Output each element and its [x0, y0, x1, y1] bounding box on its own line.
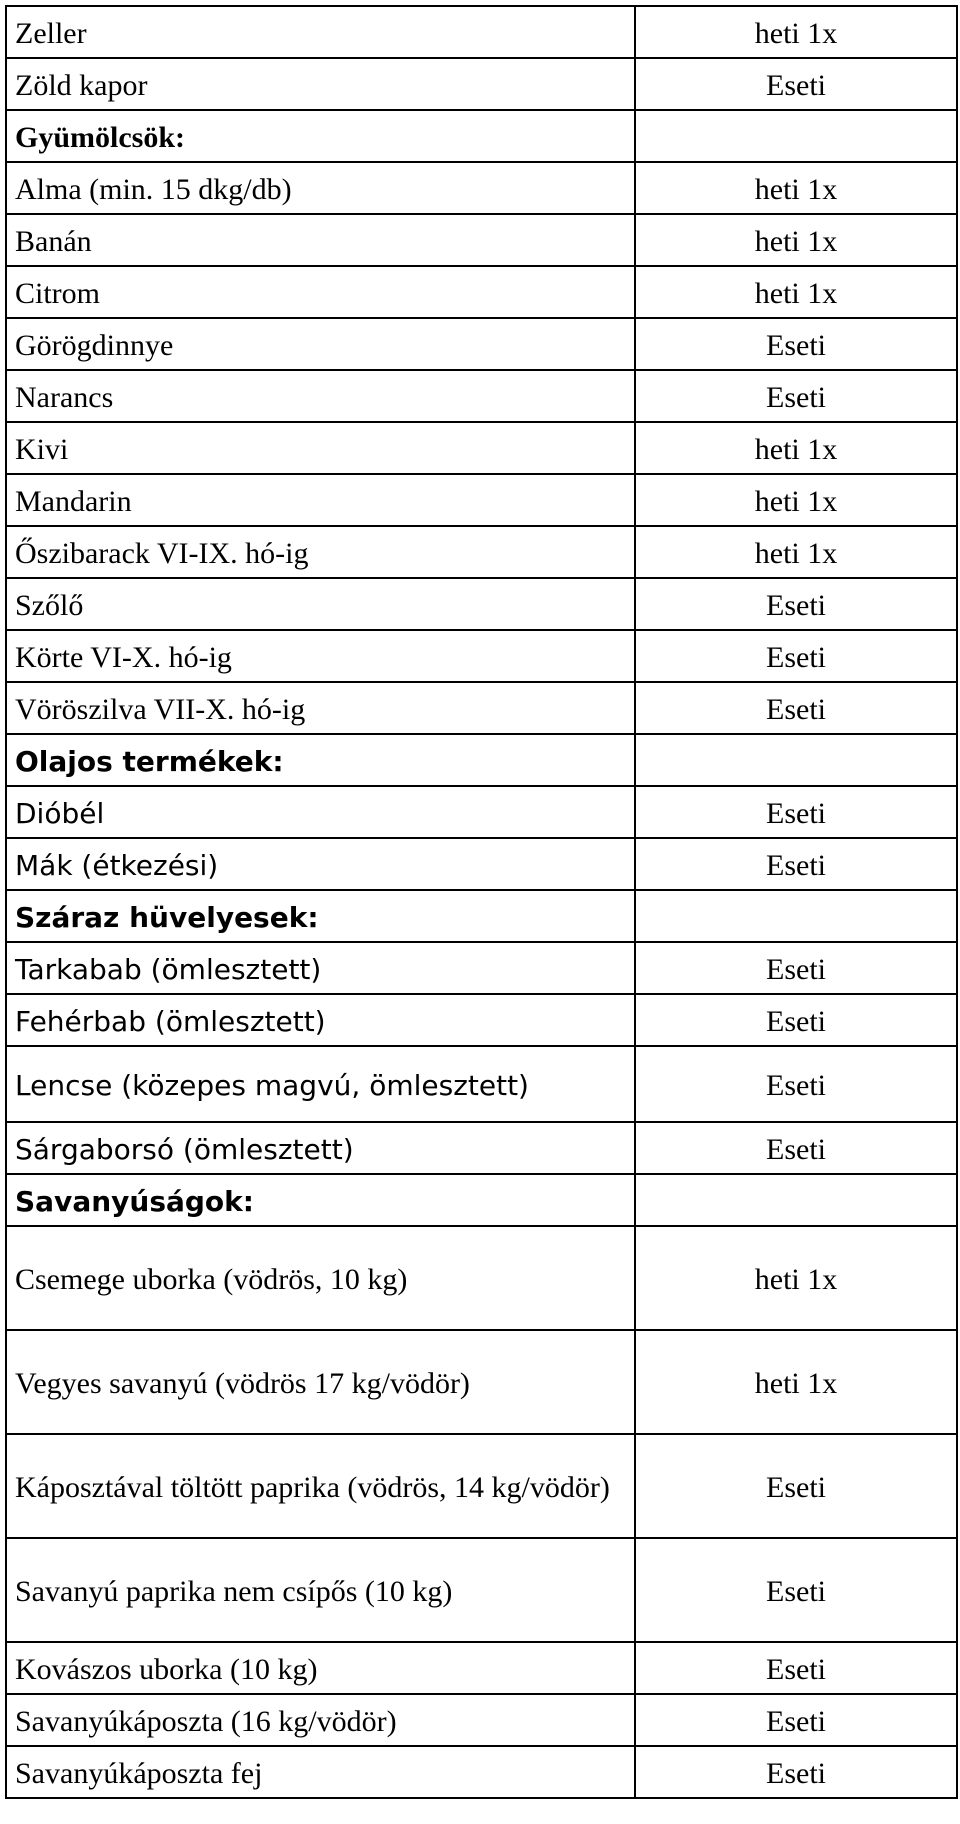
- table-row: [6, 994, 957, 1046]
- product-name: Banán: [6, 214, 635, 266]
- product-name: Mandarin: [6, 474, 635, 526]
- product-name: Savanyúkáposzta fej: [6, 1746, 635, 1798]
- product-name: Vöröszilva VII-X. hó-ig: [6, 682, 635, 734]
- table-row: [6, 1330, 957, 1434]
- table-row: [6, 1226, 957, 1330]
- table-row: [6, 526, 957, 578]
- table-row: [6, 266, 957, 318]
- frequency-cell: heti 1x: [635, 474, 957, 526]
- product-name: Csemege uborka (vödrös, 10 kg): [6, 1226, 635, 1330]
- category-heading: Savanyúságok:: [6, 1174, 635, 1226]
- product-name: Tarkabab (ömlesztett): [6, 942, 635, 994]
- product-name: Káposztával töltött paprika (vödrös, 14 kg/vödör): [6, 1434, 635, 1538]
- table-row: [6, 1122, 957, 1174]
- product-name: Fehérbab (ömlesztett): [6, 994, 635, 1046]
- category-heading: Gyümölcsök:: [6, 110, 635, 162]
- table-row: [6, 6, 957, 58]
- product-name: Zeller: [6, 6, 635, 58]
- product-name: Narancs: [6, 370, 635, 422]
- table-row: [6, 1434, 957, 1538]
- table-row: [6, 1046, 957, 1122]
- frequency-cell: Eseti: [635, 1434, 957, 1538]
- table-row: [6, 942, 957, 994]
- product-name: Alma (min. 15 dkg/db): [6, 162, 635, 214]
- product-name: Mák (étkezési): [6, 838, 635, 890]
- category-row: [6, 890, 957, 942]
- table-row: [6, 162, 957, 214]
- frequency-cell: Eseti: [635, 1694, 957, 1746]
- product-name: Savanyú paprika nem csípős (10 kg): [6, 1538, 635, 1642]
- category-heading: Száraz hüvelyesek:: [6, 890, 635, 942]
- product-name: Sárgaborsó (ömlesztett): [6, 1122, 635, 1174]
- frequency-cell: [635, 890, 957, 942]
- table-row: [6, 1538, 957, 1642]
- frequency-cell: Eseti: [635, 942, 957, 994]
- frequency-cell: Eseti: [635, 1046, 957, 1122]
- table-row: [6, 1746, 957, 1798]
- frequency-cell: Eseti: [635, 370, 957, 422]
- table-row: [6, 578, 957, 630]
- frequency-cell: heti 1x: [635, 422, 957, 474]
- frequency-cell: Eseti: [635, 838, 957, 890]
- frequency-cell: heti 1x: [635, 266, 957, 318]
- frequency-cell: [635, 1174, 957, 1226]
- category-heading: Olajos termékek:: [6, 734, 635, 786]
- table-row: [6, 318, 957, 370]
- table-row: [6, 838, 957, 890]
- category-row: [6, 734, 957, 786]
- frequency-cell: Eseti: [635, 1746, 957, 1798]
- table-row: [6, 58, 957, 110]
- frequency-cell: Eseti: [635, 58, 957, 110]
- frequency-cell: Eseti: [635, 786, 957, 838]
- frequency-cell: Eseti: [635, 578, 957, 630]
- product-name: Lencse (közepes magvú, ömlesztett): [6, 1046, 635, 1122]
- frequency-cell: Eseti: [635, 994, 957, 1046]
- product-name: Körte VI-X. hó-ig: [6, 630, 635, 682]
- frequency-cell: heti 1x: [635, 214, 957, 266]
- product-name: Őszibarack VI-IX. hó-ig: [6, 526, 635, 578]
- table-row: [6, 630, 957, 682]
- product-table: [5, 5, 958, 1799]
- table-row: [6, 214, 957, 266]
- frequency-cell: [635, 110, 957, 162]
- frequency-cell: heti 1x: [635, 6, 957, 58]
- product-name: Citrom: [6, 266, 635, 318]
- product-name: Kivi: [6, 422, 635, 474]
- table-row: [6, 370, 957, 422]
- product-name: Savanyúkáposzta (16 kg/vödör): [6, 1694, 635, 1746]
- product-name: Kovászos uborka (10 kg): [6, 1642, 635, 1694]
- product-name: Görögdinnye: [6, 318, 635, 370]
- table-row: [6, 474, 957, 526]
- product-name: Dióbél: [6, 786, 635, 838]
- frequency-cell: heti 1x: [635, 1226, 957, 1330]
- frequency-cell: [635, 734, 957, 786]
- frequency-cell: heti 1x: [635, 1330, 957, 1434]
- frequency-cell: heti 1x: [635, 526, 957, 578]
- frequency-cell: heti 1x: [635, 162, 957, 214]
- frequency-cell: Eseti: [635, 630, 957, 682]
- table-row: [6, 1694, 957, 1746]
- frequency-cell: Eseti: [635, 1538, 957, 1642]
- product-name: Vegyes savanyú (vödrös 17 kg/vödör): [6, 1330, 635, 1434]
- frequency-cell: Eseti: [635, 318, 957, 370]
- frequency-cell: Eseti: [635, 1642, 957, 1694]
- table-row: [6, 422, 957, 474]
- category-row: [6, 1174, 957, 1226]
- table-row: [6, 786, 957, 838]
- frequency-cell: Eseti: [635, 1122, 957, 1174]
- table-row: [6, 682, 957, 734]
- product-name: Zöld kapor: [6, 58, 635, 110]
- frequency-cell: Eseti: [635, 682, 957, 734]
- table-row: [6, 1642, 957, 1694]
- category-row: [6, 110, 957, 162]
- product-name: Szőlő: [6, 578, 635, 630]
